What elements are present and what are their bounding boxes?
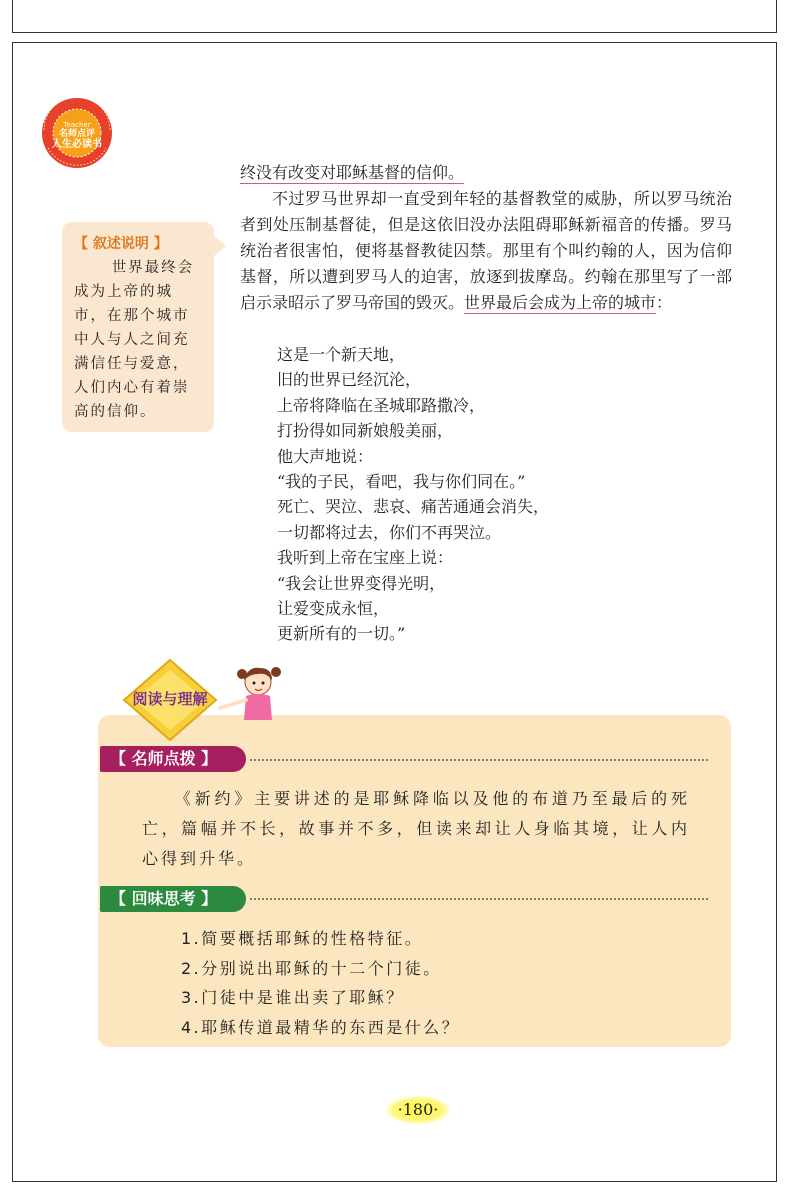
poem-line: 上帝将降临在圣城耶路撒冷， [277,395,486,415]
underlined-first-line: 终没有改变对耶稣基督的信仰。 [240,163,465,182]
poem-line: 死亡、哭泣、悲哀、痛苦通通会消失， [277,497,550,517]
svg-text:Teacher: Teacher [63,121,91,129]
svg-text:名师点评: 名师点评 [58,129,96,139]
girl-illustration-icon [214,662,290,720]
poem-line: “我的子民，看吧，我与你们同在。” [277,472,526,492]
teacher-tip-label: 【 名师点拨 】 [100,746,246,772]
teacher-tip-body: 《新约》主要讲述的是耶稣降临以及他的布道乃至最后的死亡，篇幅并不长，故事并不多，但读来却让人身临其境，让人内心得到升华。 [142,789,690,868]
narration-side-note [62,222,214,432]
poem-line: 旧的世界已经沉沦， [277,370,422,390]
side-note-title: 【 叙述说明 】 [74,236,168,252]
svg-text:人生必读书: 人生必读书 [52,139,102,150]
poem-line: 一切都将过去，你们不再哭泣。 [277,522,502,542]
poem-line: 打扮得如同新娘般美丽， [277,421,454,441]
reading-understanding-label: 阅读与理解 [132,690,208,708]
paragraph-text: 不过罗马世界却一直受到年轻的基督教堂的威胁，所以罗马统治者到处压制基督徒，但是这依旧没办法阻碍耶稣新福音的传播。罗马统治者很害怕，便将基督教徒囚禁。那里有个叫约翰的人，因为信仰基督，所以遭到罗马人的迫害，放逐到拔摩岛。约翰在那里写了一部启示录昭示了罗马帝国的毁灭。 [240,189,732,312]
question-item: 1.简要概括耶稣的性格特征。 [181,929,424,948]
reflection-questions [181,924,460,1042]
colon: ： [656,293,673,312]
dotted-divider [250,898,708,900]
question-item: 3.门徒中是谁出卖了耶稣？ [181,988,405,1007]
poem-line: 我听到上帝在宝座上说： [277,548,454,568]
poem-line: 让爱变成永恒， [277,599,390,619]
question-item: 2.分别说出耶稣的十二个门徒。 [181,958,442,978]
poem-line: 这是一个新天地， [277,345,406,364]
page-number: ·180· [386,1096,450,1124]
revelation-poem [277,342,549,647]
teacher-tip-text [142,784,690,874]
dotted-divider [250,759,708,761]
underlined-key-sentence: 世界最后会成为上帝的城市 [464,293,657,312]
top-page-strip [12,0,777,33]
book-series-badge-logo [34,96,120,170]
poem-line: 他大声地说： [277,446,374,466]
reflection-label: 【 回味思考 】 [100,886,246,912]
side-note-body: 世界最终会成为上帝的城市，在那个城市中人与人之间充满信任与爱意，人们内心有着崇高的信仰。 [74,260,195,420]
poem-line: “我会让世界变得光明， [277,573,446,593]
main-narrative [240,160,732,316]
poem-line: 更新所有的一切。” [277,624,406,644]
question-item: 4.耶稣传道最精华的东西是什么？ [181,1017,461,1037]
